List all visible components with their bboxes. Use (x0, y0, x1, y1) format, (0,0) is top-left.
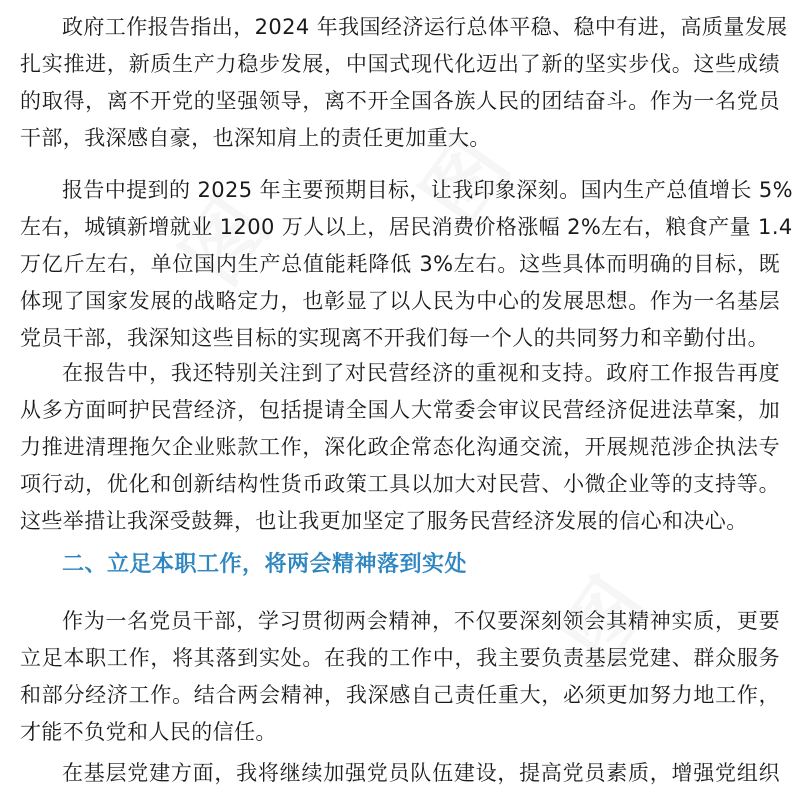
text-line: 干部，我深感自豪，也深知肩上的责任更加重大。 (20, 126, 491, 150)
text-line: 从多方面呵护民营经济，包括提请全国人大常委会审议民营经济促进法草案，加 (20, 398, 780, 422)
text-line: 在报告中，我还特别关注到了对民营经济的重视和支持。政府工作报告再度 (62, 361, 780, 385)
text-line: 体现了国家发展的战略定力，也彰显了以人民为中心的发展思想。作为一名基层 (20, 289, 780, 313)
text-line: 作为一名党员干部，学习贯彻两会精神，不仅要深刻领会其精神实质，更要 (62, 609, 780, 633)
text-line: 政府工作报告指出，2024 年我国经济运行总体平稳、稳中有进，高质量发展 (62, 15, 788, 39)
text-line: 的取得，离不开党的坚强领导，离不开全国各族人民的团结奋斗。作为一名党员 (20, 89, 780, 113)
text-line: 扎实推进，新质生产力稳步发展，中国式现代化迈出了新的坚实步伐。这些成绩 (20, 52, 780, 76)
text-line: 才能不负党和人民的信任。 (20, 720, 277, 744)
text-line: 报告中提到的 2025 年主要预期目标，让我印象深刻。国内生产总值增长 5% (62, 178, 793, 202)
text-line: 左右，城镇新增就业 1200 万人以上，居民消费价格涨幅 2%左右，粮食产量 1.4 (20, 215, 793, 239)
section-heading: 二、立足本职工作，将两会精神落到实处 (62, 552, 468, 577)
text-line: 项行动，优化和创新结构性货币政策工具以加大对民营、小微企业等的支持等。 (20, 472, 780, 496)
text-line: 在基层党建方面，我将继续加强党员队伍建设，提高党员素质，增强党组织 (62, 761, 780, 785)
text-line: 党员干部，我深知这些目标的实现离不开我们每一个人的共同努力和辛勤付出。 (20, 326, 769, 350)
text-line: 力推进清理拖欠企业账款工作，深化政企常态化沟通交流，开展规范涉企执法专 (20, 435, 780, 459)
text-line: 这些举措让我深受鼓舞，也让我更加坚定了服务民营经济发展的信心和决心。 (20, 509, 748, 533)
text-line: 万亿斤左右，单位国内生产总值能耗降低 3%左右。这些具体而明确的目标，既 (20, 252, 780, 276)
text-line: 立足本职工作，将其落到实处。在我的工作中，我主要负责基层党建、群众服务 (20, 646, 780, 670)
text-line: 和部分经济工作。结合两会精神，我深感自己责任重大，必须更加努力地工作， (20, 683, 780, 707)
